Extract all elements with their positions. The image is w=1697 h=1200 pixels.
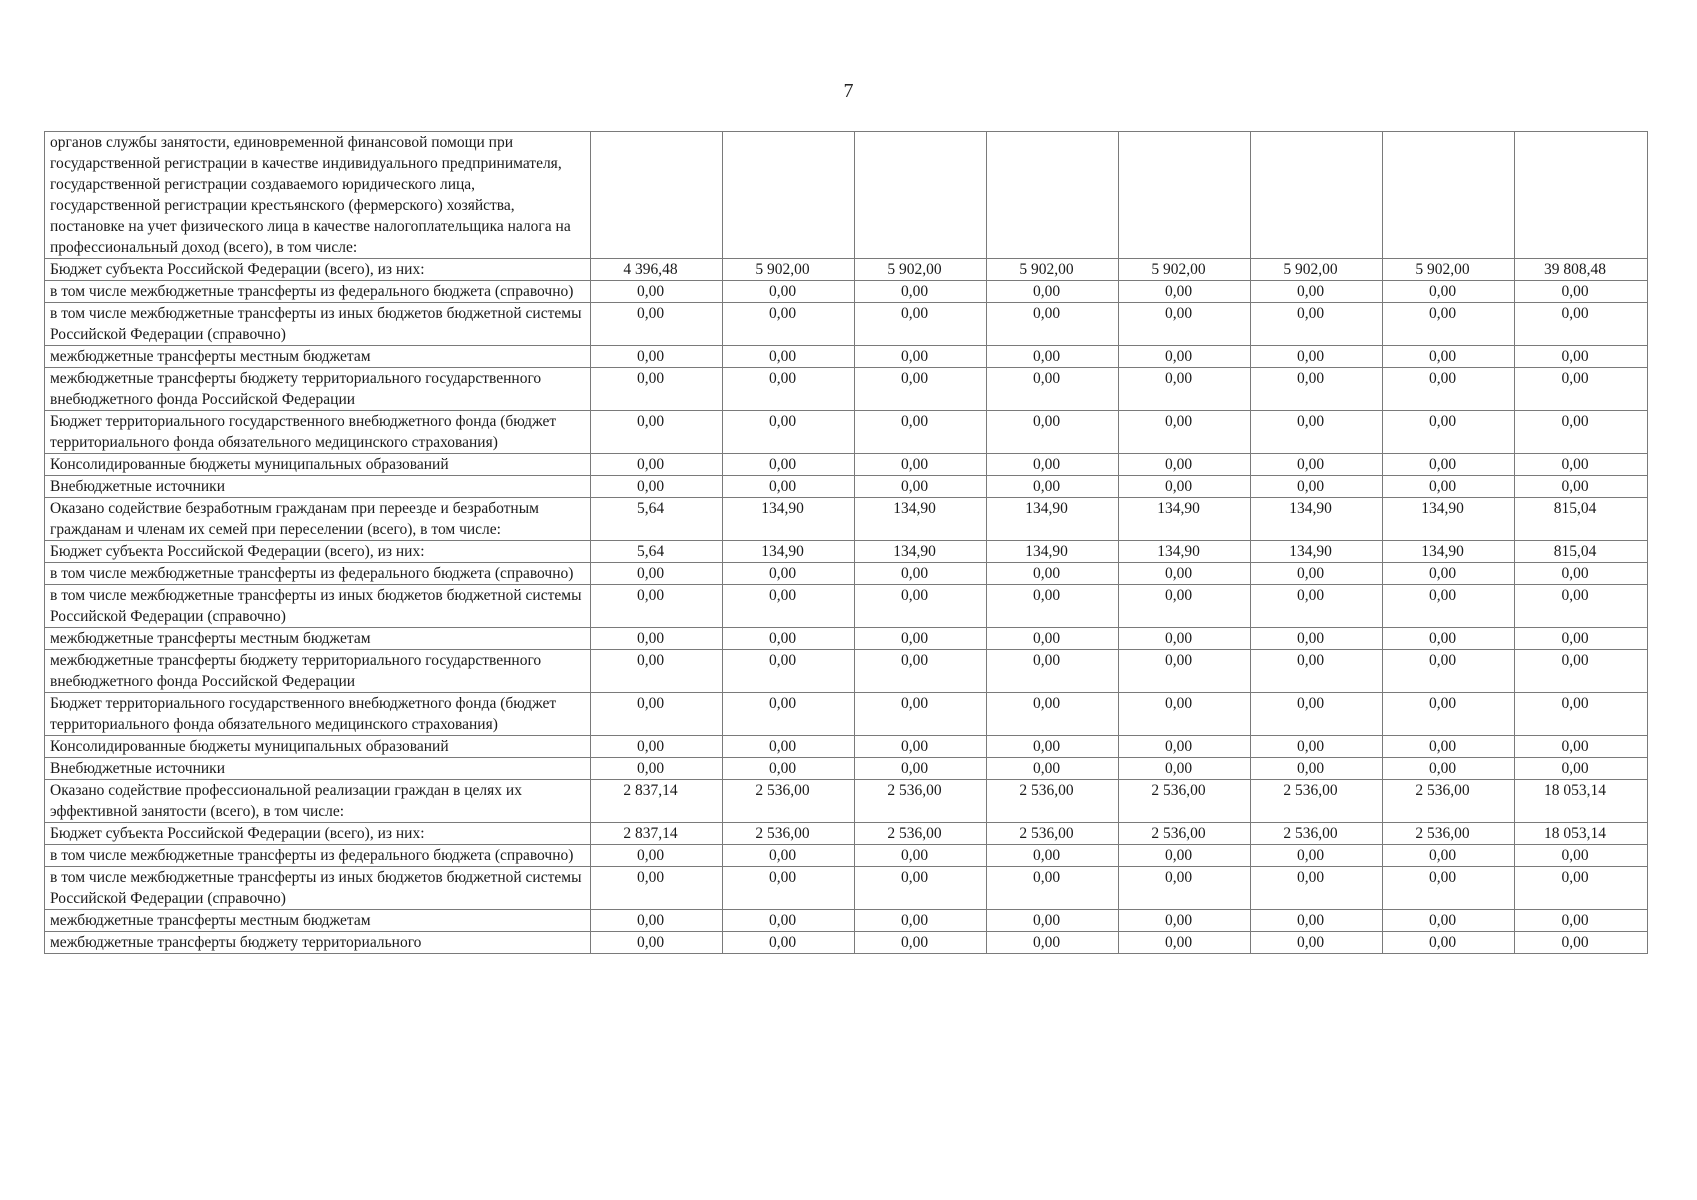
row-value: 0,00: [723, 585, 855, 628]
row-value: 0,00: [855, 650, 987, 693]
row-label: Внебюджетные источники: [45, 758, 591, 780]
row-total: 0,00: [1515, 346, 1648, 368]
row-value: 0,00: [1119, 736, 1251, 758]
row-total: 0,00: [1515, 368, 1648, 411]
row-value: 134,90: [1119, 498, 1251, 541]
row-value: 5 902,00: [1251, 259, 1383, 281]
row-label: Бюджет территориального государственного внебюджетного фонда (бюджет территориального фонда обязательного медицинского страхования): [45, 693, 591, 736]
row-total: [1515, 132, 1648, 259]
row-value: 0,00: [1383, 628, 1515, 650]
row-value: 2 536,00: [1383, 780, 1515, 823]
row-label: межбюджетные трансферты местным бюджетам: [45, 628, 591, 650]
table-row: [45, 823, 1648, 845]
row-value: 0,00: [987, 454, 1119, 476]
row-value: 0,00: [1119, 693, 1251, 736]
row-label: Бюджет субъекта Российской Федерации (всего), из них:: [45, 259, 591, 281]
row-value: 0,00: [1119, 628, 1251, 650]
row-value: 134,90: [1119, 541, 1251, 563]
row-value: 0,00: [591, 845, 723, 867]
row-value: 134,90: [1251, 498, 1383, 541]
row-total: 0,00: [1515, 628, 1648, 650]
row-value: 0,00: [1383, 585, 1515, 628]
row-value: 0,00: [1251, 693, 1383, 736]
row-value: 5 902,00: [723, 259, 855, 281]
row-value: 0,00: [1119, 563, 1251, 585]
row-value: 0,00: [1119, 346, 1251, 368]
row-value: 0,00: [855, 563, 987, 585]
table-row: [45, 910, 1648, 932]
row-value: 134,90: [987, 498, 1119, 541]
row-value: 2 536,00: [855, 780, 987, 823]
row-value: 0,00: [723, 368, 855, 411]
row-value: 0,00: [1383, 867, 1515, 910]
row-value: 0,00: [723, 411, 855, 454]
row-value: 0,00: [855, 628, 987, 650]
row-value: 0,00: [1251, 281, 1383, 303]
table-row: [45, 867, 1648, 910]
row-value: [1383, 132, 1515, 259]
table-row: [45, 303, 1648, 346]
row-value: 0,00: [987, 845, 1119, 867]
row-label: Консолидированные бюджеты муниципальных образований: [45, 736, 591, 758]
row-value: 0,00: [987, 585, 1119, 628]
row-value: 0,00: [1119, 476, 1251, 498]
row-value: 0,00: [723, 303, 855, 346]
table-row: [45, 132, 1648, 259]
row-value: 0,00: [591, 736, 723, 758]
row-value: [1119, 132, 1251, 259]
row-value: 0,00: [591, 650, 723, 693]
row-label: Консолидированные бюджеты муниципальных образований: [45, 454, 591, 476]
row-total: 0,00: [1515, 303, 1648, 346]
row-value: 0,00: [1383, 650, 1515, 693]
row-value: 0,00: [1251, 411, 1383, 454]
row-value: 2 536,00: [987, 823, 1119, 845]
row-value: 0,00: [987, 368, 1119, 411]
row-value: 134,90: [855, 541, 987, 563]
budget-table: [44, 131, 1648, 954]
row-value: 0,00: [723, 932, 855, 954]
row-value: 134,90: [987, 541, 1119, 563]
row-value: 5 902,00: [855, 259, 987, 281]
row-total: 0,00: [1515, 454, 1648, 476]
row-value: 0,00: [855, 585, 987, 628]
row-value: 0,00: [1383, 845, 1515, 867]
row-value: 0,00: [987, 736, 1119, 758]
table-body: [45, 132, 1648, 954]
table-row: [45, 454, 1648, 476]
row-value: 0,00: [855, 368, 987, 411]
row-value: 0,00: [591, 867, 723, 910]
row-value: 0,00: [723, 346, 855, 368]
row-value: [591, 132, 723, 259]
row-value: 0,00: [591, 910, 723, 932]
row-value: 0,00: [1119, 910, 1251, 932]
row-value: 0,00: [1119, 585, 1251, 628]
row-value: 0,00: [1383, 454, 1515, 476]
row-value: 0,00: [1383, 693, 1515, 736]
row-total: 0,00: [1515, 281, 1648, 303]
row-value: 2 536,00: [1383, 823, 1515, 845]
row-label: в том числе межбюджетные трансферты из иных бюджетов бюджетной системы Российской Федерации (справочно): [45, 867, 591, 910]
row-value: 0,00: [1251, 628, 1383, 650]
row-value: 0,00: [987, 476, 1119, 498]
row-value: 0,00: [1119, 303, 1251, 346]
row-value: 134,90: [855, 498, 987, 541]
row-value: 0,00: [1383, 563, 1515, 585]
row-value: 0,00: [1251, 368, 1383, 411]
row-value: 0,00: [723, 693, 855, 736]
row-value: 0,00: [1251, 758, 1383, 780]
row-value: 5 902,00: [1383, 259, 1515, 281]
row-value: 0,00: [855, 281, 987, 303]
row-value: 5,64: [591, 498, 723, 541]
row-value: 0,00: [723, 628, 855, 650]
row-total: 0,00: [1515, 476, 1648, 498]
row-total: 815,04: [1515, 498, 1648, 541]
row-value: 0,00: [1251, 585, 1383, 628]
row-value: 134,90: [1383, 498, 1515, 541]
table-row: [45, 346, 1648, 368]
row-value: 0,00: [1383, 476, 1515, 498]
row-total: 39 808,48: [1515, 259, 1648, 281]
row-value: 0,00: [987, 758, 1119, 780]
page-number: 7: [843, 80, 854, 102]
row-value: 2 536,00: [723, 780, 855, 823]
row-value: 0,00: [855, 454, 987, 476]
row-value: 0,00: [591, 585, 723, 628]
row-value: 0,00: [1251, 563, 1383, 585]
row-value: 0,00: [1251, 910, 1383, 932]
row-value: 134,90: [723, 541, 855, 563]
row-value: [855, 132, 987, 259]
row-value: 0,00: [591, 758, 723, 780]
row-value: 0,00: [987, 411, 1119, 454]
row-value: 0,00: [1119, 454, 1251, 476]
row-total: 0,00: [1515, 411, 1648, 454]
row-value: 0,00: [1251, 867, 1383, 910]
row-label: Внебюджетные источники: [45, 476, 591, 498]
row-value: 0,00: [987, 693, 1119, 736]
row-value: 0,00: [1251, 454, 1383, 476]
row-value: 2 536,00: [723, 823, 855, 845]
row-value: 0,00: [1383, 910, 1515, 932]
row-value: 0,00: [987, 910, 1119, 932]
row-value: 0,00: [855, 476, 987, 498]
row-value: 0,00: [1119, 650, 1251, 693]
row-value: 0,00: [1383, 411, 1515, 454]
row-total: 18 053,14: [1515, 780, 1648, 823]
row-value: 0,00: [1383, 368, 1515, 411]
row-value: [987, 132, 1119, 259]
row-label: в том числе межбюджетные трансферты из иных бюджетов бюджетной системы Российской Федерации (справочно): [45, 585, 591, 628]
table-row: [45, 541, 1648, 563]
row-value: 0,00: [855, 932, 987, 954]
row-value: 0,00: [723, 476, 855, 498]
table-row: [45, 259, 1648, 281]
table-row: [45, 498, 1648, 541]
row-value: 0,00: [855, 303, 987, 346]
row-value: [1251, 132, 1383, 259]
row-value: 0,00: [1251, 736, 1383, 758]
row-value: 0,00: [1119, 758, 1251, 780]
table-row: [45, 780, 1648, 823]
row-value: 0,00: [1119, 411, 1251, 454]
table-row: [45, 758, 1648, 780]
row-value: 0,00: [723, 867, 855, 910]
row-value: 0,00: [987, 281, 1119, 303]
row-total: 0,00: [1515, 693, 1648, 736]
row-total: 0,00: [1515, 736, 1648, 758]
row-value: 2 536,00: [987, 780, 1119, 823]
row-value: 2 837,14: [591, 780, 723, 823]
row-value: 0,00: [855, 845, 987, 867]
row-value: 0,00: [723, 736, 855, 758]
row-label: Оказано содействие безработным гражданам при переезде и безработным гражданам и членам их семей при переселении (всего), в том числе:: [45, 498, 591, 541]
row-value: 0,00: [987, 650, 1119, 693]
table-row: [45, 411, 1648, 454]
row-value: 134,90: [723, 498, 855, 541]
table-row: [45, 736, 1648, 758]
row-value: 0,00: [987, 303, 1119, 346]
row-value: 0,00: [591, 281, 723, 303]
row-value: 0,00: [1119, 932, 1251, 954]
row-value: 0,00: [723, 563, 855, 585]
row-value: 0,00: [591, 368, 723, 411]
row-total: 0,00: [1515, 650, 1648, 693]
row-label: в том числе межбюджетные трансферты из федерального бюджета (справочно): [45, 563, 591, 585]
row-label: межбюджетные трансферты бюджету территориального государственного внебюджетного фонда Российской Федерации: [45, 368, 591, 411]
row-value: 0,00: [987, 628, 1119, 650]
row-value: 4 396,48: [591, 259, 723, 281]
row-value: 0,00: [1383, 736, 1515, 758]
table-row: [45, 628, 1648, 650]
row-value: 0,00: [987, 563, 1119, 585]
row-label: межбюджетные трансферты местным бюджетам: [45, 346, 591, 368]
row-value: 5,64: [591, 541, 723, 563]
table-row: [45, 368, 1648, 411]
row-value: 0,00: [855, 346, 987, 368]
row-label: Оказано содействие профессиональной реализации граждан в целях их эффективной занятости (всего), в том числе:: [45, 780, 591, 823]
row-value: 134,90: [1383, 541, 1515, 563]
row-label: Бюджет субъекта Российской Федерации (всего), из них:: [45, 823, 591, 845]
row-value: 0,00: [591, 476, 723, 498]
row-value: 0,00: [1251, 476, 1383, 498]
row-value: 5 902,00: [987, 259, 1119, 281]
row-value: 0,00: [1251, 346, 1383, 368]
row-value: 2 536,00: [1119, 780, 1251, 823]
row-value: 2 536,00: [855, 823, 987, 845]
row-value: 0,00: [987, 867, 1119, 910]
row-total: 0,00: [1515, 758, 1648, 780]
row-value: 0,00: [591, 346, 723, 368]
row-value: 0,00: [987, 346, 1119, 368]
row-value: [723, 132, 855, 259]
row-value: 0,00: [591, 454, 723, 476]
row-value: 0,00: [855, 867, 987, 910]
row-value: 0,00: [1119, 281, 1251, 303]
row-total: 0,00: [1515, 845, 1648, 867]
row-value: 0,00: [591, 303, 723, 346]
row-value: 0,00: [591, 932, 723, 954]
row-label: в том числе межбюджетные трансферты из федерального бюджета (справочно): [45, 845, 591, 867]
table-row: [45, 932, 1648, 954]
row-value: 2 536,00: [1251, 780, 1383, 823]
table-row: [45, 281, 1648, 303]
row-label: межбюджетные трансферты местным бюджетам: [45, 910, 591, 932]
row-total: 0,00: [1515, 867, 1648, 910]
row-value: 0,00: [723, 454, 855, 476]
row-value: 0,00: [1383, 303, 1515, 346]
row-value: 0,00: [1119, 368, 1251, 411]
row-value: 0,00: [1251, 650, 1383, 693]
row-label: Бюджет территориального государственного внебюджетного фонда (бюджет территориального фонда обязательного медицинского страхования): [45, 411, 591, 454]
table-row: [45, 585, 1648, 628]
table-row: [45, 476, 1648, 498]
row-value: 0,00: [855, 411, 987, 454]
row-total: 0,00: [1515, 910, 1648, 932]
row-value: 0,00: [723, 281, 855, 303]
row-value: 0,00: [1251, 845, 1383, 867]
row-value: 0,00: [987, 932, 1119, 954]
row-value: 2 536,00: [1251, 823, 1383, 845]
row-value: 0,00: [1383, 346, 1515, 368]
row-label: органов службы занятости, единовременной финансовой помощи при государственной регистрации в качестве индивидуального предпринимателя, государственной регистрации создаваемого юридического лица, государственной регистрации крестьянского (фермерского) хозяйства, постановке на учет физического лица в качестве налогоплательщика налога на профессиональный доход (всего), в том числе:: [45, 132, 591, 259]
row-total: 18 053,14: [1515, 823, 1648, 845]
row-value: 0,00: [591, 411, 723, 454]
row-value: 134,90: [1251, 541, 1383, 563]
row-total: 0,00: [1515, 563, 1648, 585]
row-value: 2 536,00: [1119, 823, 1251, 845]
row-value: 0,00: [855, 693, 987, 736]
row-value: 0,00: [591, 563, 723, 585]
row-label: в том числе межбюджетные трансферты из федерального бюджета (справочно): [45, 281, 591, 303]
table-row: [45, 650, 1648, 693]
row-label: межбюджетные трансферты бюджету территориального государственного внебюджетного фонда Российской Федерации: [45, 650, 591, 693]
row-value: 0,00: [855, 910, 987, 932]
row-total: 0,00: [1515, 585, 1648, 628]
row-label: Бюджет субъекта Российской Федерации (всего), из них:: [45, 541, 591, 563]
row-value: 0,00: [591, 693, 723, 736]
row-value: 0,00: [1383, 932, 1515, 954]
row-value: 5 902,00: [1119, 259, 1251, 281]
table-row: [45, 563, 1648, 585]
row-value: 2 837,14: [591, 823, 723, 845]
row-value: 0,00: [723, 758, 855, 780]
row-value: 0,00: [723, 650, 855, 693]
row-value: 0,00: [1383, 281, 1515, 303]
row-value: 0,00: [1119, 845, 1251, 867]
row-value: 0,00: [855, 736, 987, 758]
row-value: 0,00: [1383, 758, 1515, 780]
table-row: [45, 693, 1648, 736]
row-value: 0,00: [723, 845, 855, 867]
row-value: 0,00: [591, 628, 723, 650]
row-value: 0,00: [1251, 932, 1383, 954]
row-label: межбюджетные трансферты бюджету территориального: [45, 932, 591, 954]
row-total: 0,00: [1515, 932, 1648, 954]
row-total: 815,04: [1515, 541, 1648, 563]
row-value: 0,00: [723, 910, 855, 932]
row-value: 0,00: [1119, 867, 1251, 910]
row-value: 0,00: [855, 758, 987, 780]
table-row: [45, 845, 1648, 867]
row-label: в том числе межбюджетные трансферты из иных бюджетов бюджетной системы Российской Федерации (справочно): [45, 303, 591, 346]
row-value: 0,00: [1251, 303, 1383, 346]
